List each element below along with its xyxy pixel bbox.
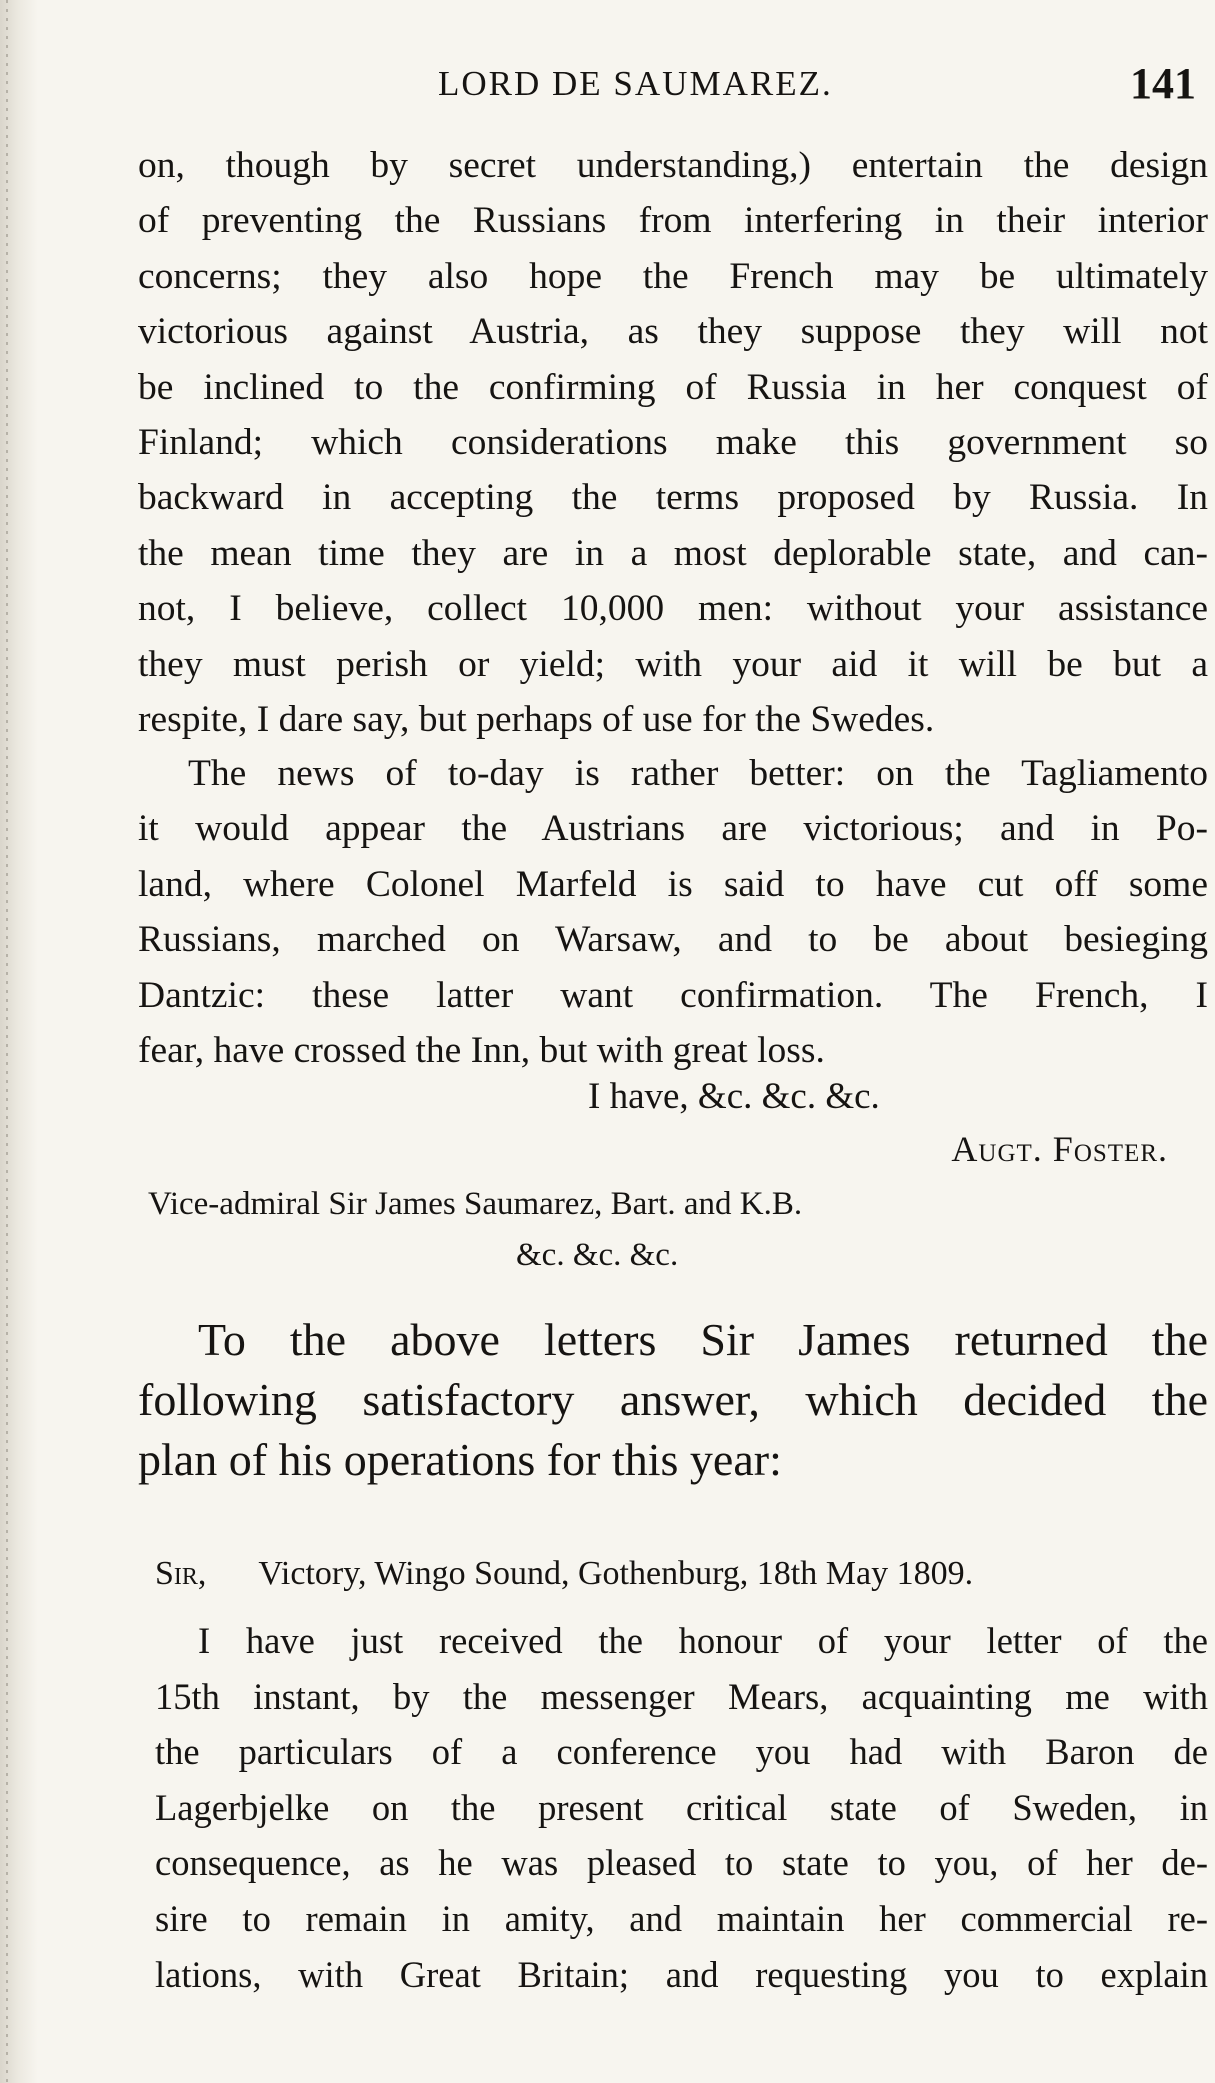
book-binding-edge [0,0,38,2083]
reply-paragraph-1 [155,1613,1208,2002]
addressee-line-1: Vice-admiral Sir James Saumarez, Bart. and K.B. [148,1186,803,1222]
text-line: Russians, marched on Warsaw, and to be about besieging [138,919,1208,961]
text-line: not, I believe, collect 10,000 men: without your assistance [138,588,1208,630]
text-line: the particulars of a conference you had with Baron de [155,1731,1208,1773]
book-page [138,0,1208,2083]
text-line: To the above letters Sir James returned the [198,1314,1208,1365]
running-title: LORD DE SAUMAREZ. [438,64,833,103]
letter-paragraph-1 [138,138,1208,747]
text-line: The news of to-day is rather better: on the Tagliamento [188,753,1208,794]
text-line: land, where Colonel Marfeld is said to have cut off some [138,863,1208,905]
text-line: they must perish or yield; with your aid it will be but a [138,643,1208,685]
text-line: 15th instant, by the messenger Mears, acquainting me with [155,1675,1208,1717]
text-line: victorious against Austria, as they suppose they will not [138,311,1208,353]
text-line: concerns; they also hope the French may be ultimately [138,255,1208,297]
text-line: backward in accepting the terms proposed by Russia. In [138,477,1208,519]
letter-signature: Augt. Foster. [951,1129,1168,1169]
text-line: lations, with Great Britain; and requesting you to explain [155,1953,1208,1995]
salutation-line [155,1555,1205,1593]
text-line: Lagerbjelke on the present critical state of Sweden, in [155,1786,1208,1828]
text-line: respite, I dare say, but perhaps of use for the Swedes. [138,699,935,741]
text-line: it would appear the Austrians are victorious; and in Po- [138,808,1208,850]
page-number: 141 [1130,59,1196,108]
addressee-line-2: &c. &c. &c. [516,1237,679,1273]
running-header [138,58,1208,118]
narrative-paragraph [138,1310,1208,1490]
letter-paragraph-2 [138,746,1208,1078]
dateline: Victory, Wingo Sound, Gothenburg, 18th May 1809. [258,1555,974,1592]
text-line: plan of his operations for this year: [138,1434,782,1485]
text-line: the mean time they are in a most deplorable state, and can- [138,532,1208,574]
text-line: on, though by secret understanding,) entertain the design [138,145,1208,186]
text-line: following satisfactory answer, which decided the [138,1374,1208,1425]
text-line: Finland; which considerations make this government so [138,422,1208,464]
text-line: be inclined to the confirming of Russia in her conquest of [138,366,1208,408]
text-line: consequence, as he was pleased to state to you, of her de- [155,1842,1208,1884]
text-line: sire to remain in amity, and maintain her commercial re- [155,1897,1208,1939]
text-line: I have just received the honour of your letter of the [198,1620,1208,1661]
text-line: of preventing the Russians from interfering in their interior [138,200,1208,242]
text-line: fear, have crossed the Inn, but with great loss. [138,1030,825,1072]
text-line: Dantzic: these latter want confirmation. The French, I [138,974,1208,1016]
salutation: Sir, [155,1555,207,1592]
letter-closing: I have, &c. &c. &c. [588,1076,880,1117]
